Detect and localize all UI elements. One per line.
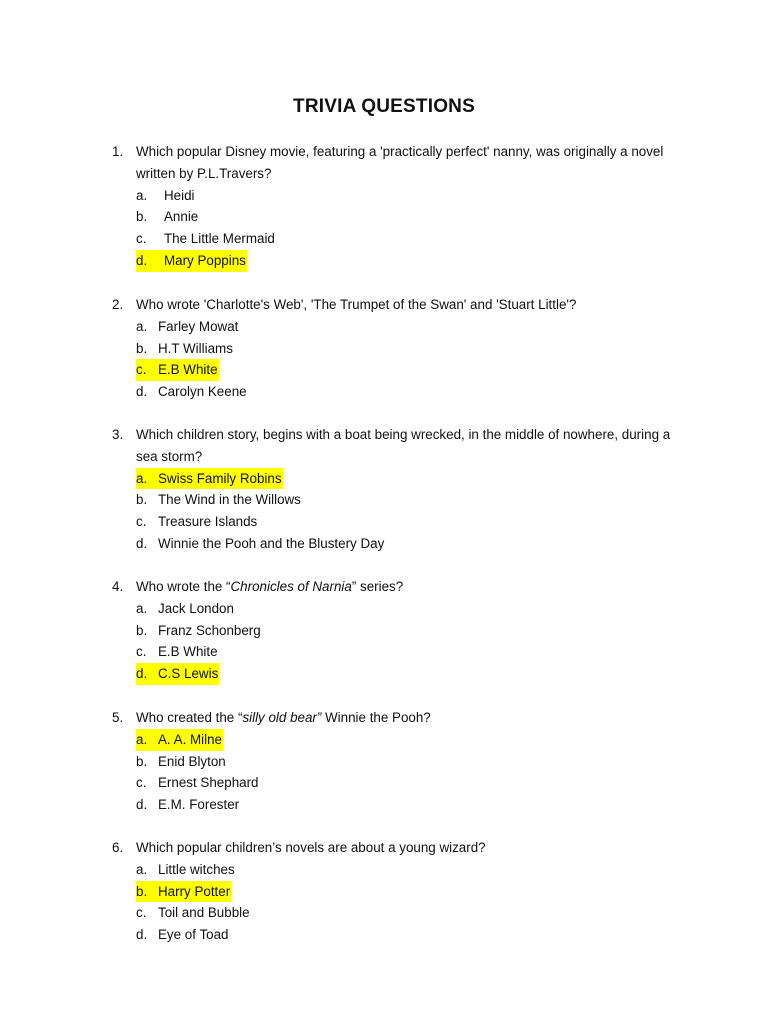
option-letter: a. xyxy=(136,187,148,203)
question-text-part: Who wrote the “ xyxy=(136,579,231,594)
option-label: Ernest Shephard xyxy=(158,775,259,791)
question-text-part: Who created the “ xyxy=(136,710,243,725)
option-b xyxy=(136,881,672,903)
option-a xyxy=(136,468,672,490)
highlighted-answer xyxy=(136,729,223,751)
question-2 xyxy=(112,294,672,403)
question-number: 1. xyxy=(112,144,124,159)
option-a xyxy=(136,729,672,751)
option-label: The Little Mermaid xyxy=(164,231,275,247)
option-b xyxy=(136,338,672,360)
option-label: A. A. Milne xyxy=(158,731,223,747)
option-letter: a. xyxy=(136,731,148,747)
option-label: The Wind in the Willows xyxy=(158,492,301,508)
option-label: E.B White xyxy=(158,644,218,660)
option-label: Mary Poppins xyxy=(164,252,246,268)
question-number: 5. xyxy=(112,710,124,725)
option-d xyxy=(136,924,672,946)
option-letter: a. xyxy=(136,470,148,486)
option-c xyxy=(136,228,672,250)
option-a xyxy=(136,185,672,207)
option-letter: c. xyxy=(136,775,147,791)
option-letter: a. xyxy=(136,318,148,334)
option-label: Carolyn Keene xyxy=(158,384,247,400)
option-b xyxy=(136,206,672,228)
option-label: Farley Mowat xyxy=(158,318,239,334)
question-5 xyxy=(112,707,672,816)
option-letter: d. xyxy=(136,927,148,943)
question-text-italic: Chronicles of Narnia xyxy=(230,579,352,594)
highlighted-answer xyxy=(136,359,219,381)
option-letter: d. xyxy=(136,252,148,268)
option-letter: c. xyxy=(136,905,147,921)
option-c xyxy=(136,359,672,381)
option-label: Little witches xyxy=(158,861,235,877)
option-letter: c. xyxy=(136,231,147,247)
option-letter: b. xyxy=(136,622,148,638)
option-label: Franz Schonberg xyxy=(158,622,261,638)
option-letter: b. xyxy=(136,753,148,769)
option-label: C.S Lewis xyxy=(158,666,219,682)
option-d xyxy=(136,381,672,403)
page-title: TRIVIA QUESTIONS xyxy=(293,96,475,117)
option-b xyxy=(136,620,672,642)
option-c xyxy=(136,902,672,924)
option-c xyxy=(136,641,672,663)
option-letter: c. xyxy=(136,644,147,660)
option-letter: b. xyxy=(136,209,148,225)
question-number: 6. xyxy=(112,840,124,855)
option-letter: d. xyxy=(136,535,148,551)
option-letter: a. xyxy=(136,861,148,877)
highlighted-answer xyxy=(136,468,283,490)
highlighted-answer xyxy=(136,250,247,272)
options-list xyxy=(112,729,672,816)
option-d xyxy=(136,533,672,555)
option-letter: c. xyxy=(136,362,147,378)
question-text-italic: silly old bear” xyxy=(242,710,322,725)
question-text xyxy=(136,576,672,598)
option-a xyxy=(136,316,672,338)
option-a xyxy=(136,598,672,620)
option-label: Annie xyxy=(164,209,199,225)
option-letter: b. xyxy=(136,492,148,508)
option-letter: d. xyxy=(136,384,148,400)
option-label: Toil and Bubble xyxy=(158,905,250,921)
option-label: Treasure Islands xyxy=(158,514,258,530)
option-b xyxy=(136,489,672,511)
options-list xyxy=(112,316,672,403)
question-6 xyxy=(112,837,672,946)
question-text: Which popular children’s novels are about a young wizard? xyxy=(136,840,486,855)
option-label: Jack London xyxy=(158,600,234,616)
option-letter: b. xyxy=(136,883,148,899)
question-4 xyxy=(112,576,672,685)
option-c xyxy=(136,772,672,794)
question-number: 3. xyxy=(112,427,124,442)
options-list xyxy=(112,468,672,555)
options-list xyxy=(112,598,672,685)
question-text xyxy=(136,707,672,729)
option-label: Winnie the Pooh and the Blustery Day xyxy=(158,535,385,551)
option-label: Swiss Family Robins xyxy=(158,470,282,486)
question-number: 2. xyxy=(112,297,124,312)
option-a xyxy=(136,859,672,881)
highlighted-answer xyxy=(136,881,231,903)
option-label: E.B White xyxy=(158,362,218,378)
option-d xyxy=(136,250,672,272)
option-label: E.M. Forester xyxy=(158,797,240,813)
option-label: Harry Potter xyxy=(158,883,231,899)
option-b xyxy=(136,751,672,773)
question-text-part: Winnie the Pooh? xyxy=(321,710,431,725)
option-label: Enid Blyton xyxy=(158,753,226,769)
question-text: Who wrote 'Charlotte's Web', 'The Trumpet of the Swan' and 'Stuart Little'? xyxy=(136,297,577,312)
question-text: Which children story, begins with a boat being wrecked, in the middle of nowhere, during a sea storm? xyxy=(136,427,671,464)
question-text: Which popular Disney movie, featuring a 'practically perfect' nanny, was originally a novel written by P.L.Travers? xyxy=(136,144,664,181)
option-label: H.T Williams xyxy=(158,340,233,356)
question-1 xyxy=(112,141,672,272)
options-list xyxy=(112,859,672,946)
option-letter: d. xyxy=(136,666,148,682)
option-label: Heidi xyxy=(164,187,195,203)
option-letter: d. xyxy=(136,797,148,813)
option-d xyxy=(136,794,672,816)
highlighted-answer xyxy=(136,663,219,685)
option-label: Eye of Toad xyxy=(158,927,229,943)
options-list xyxy=(112,185,672,272)
question-number: 4. xyxy=(112,579,124,594)
option-letter: c. xyxy=(136,514,147,530)
option-d xyxy=(136,663,672,685)
question-text-part: ” series? xyxy=(351,579,404,594)
option-c xyxy=(136,511,672,533)
option-letter: a. xyxy=(136,600,148,616)
option-letter: b. xyxy=(136,340,148,356)
question-3 xyxy=(112,424,672,555)
